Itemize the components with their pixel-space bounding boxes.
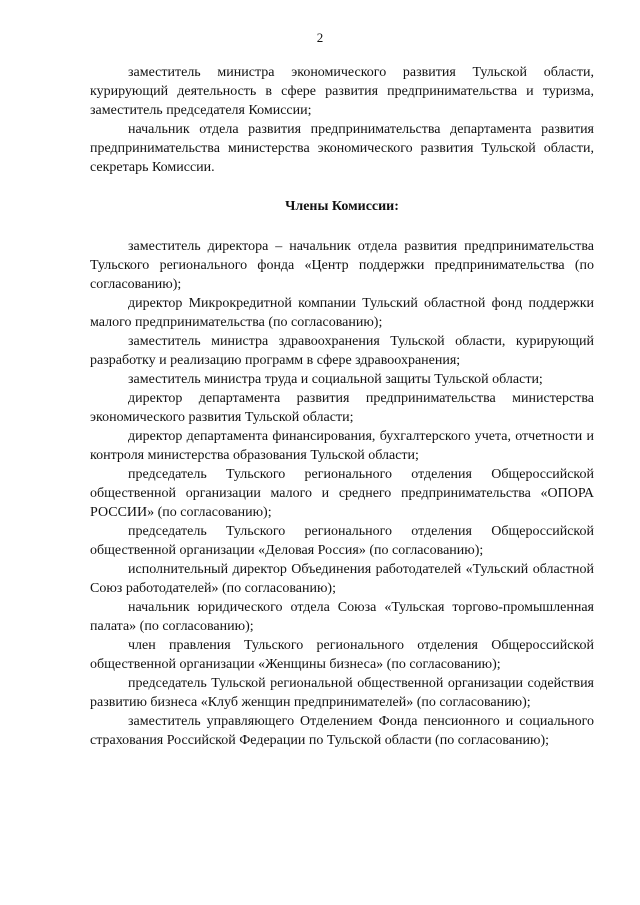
member-entry: заместитель директора – начальник отдела развития предпринимательства Тульского регионального фонда «Центр поддержки предпринимательства (по согласованию); bbox=[90, 239, 594, 292]
members-heading: Члены Комиссии: bbox=[285, 199, 399, 214]
member-entry: председатель Тульского регионального отделения Общероссийской общественной организации «Деловая Россия» (по согласованию); bbox=[90, 524, 594, 558]
member-entry: заместитель министра труда и социальной защиты Тульской области; bbox=[128, 372, 543, 387]
member-entry: начальник юридического отдела Союза «Тульская торгово-промышленная палата» (по согласованию); bbox=[90, 600, 594, 634]
member-entry: исполнительный директор Объединения работодателей «Тульский областной Союз работодателей» (по согласованию); bbox=[90, 562, 594, 596]
intro-paragraph: заместитель министра экономического развития Тульской области, курирующий деятельность в сфере развития предпринимательства и туризма, заместитель председателя Комиссии; bbox=[90, 65, 594, 118]
intro-paragraph: начальник отдела развития предпринимательства департамента развития предпринимательства министерства экономического развития Тульской области, секретарь Комиссии. bbox=[90, 122, 594, 175]
member-entry: директор департамента финансирования, бухгалтерского учета, отчетности и контроля министерства образования Тульской области; bbox=[90, 429, 594, 463]
member-entry: заместитель управляющего Отделением Фонда пенсионного и социального страхования Российской Федерации по Тульской области (по согласованию); bbox=[90, 714, 594, 748]
member-entry: член правления Тульского регионального отделения Общероссийской общественной организации «Женщины бизнеса» (по согласованию); bbox=[90, 638, 594, 672]
page-number: 2 bbox=[316, 30, 324, 45]
member-entry: заместитель министра здравоохранения Тульской области, курирующий разработку и реализацию программ в сфере здравоохранения; bbox=[90, 334, 594, 368]
member-entry: председатель Тульского регионального отделения Общероссийской общественной организации малого и среднего предпринимательства «ОПОРА РОССИИ» (по согласованию); bbox=[90, 467, 594, 520]
member-entry: председатель Тульской региональной общественной организации содействия развитию бизнеса «Клуб женщин предпринимателей» (по согласованию); bbox=[90, 676, 594, 710]
member-entry: директор департамента развития предпринимательства министерства экономического развития Тульской области; bbox=[90, 391, 594, 425]
document-body bbox=[90, 63, 594, 750]
member-entry: директор Микрокредитной компании Тульский областной фонд поддержки малого предпринимательства (по согласованию); bbox=[90, 296, 594, 330]
